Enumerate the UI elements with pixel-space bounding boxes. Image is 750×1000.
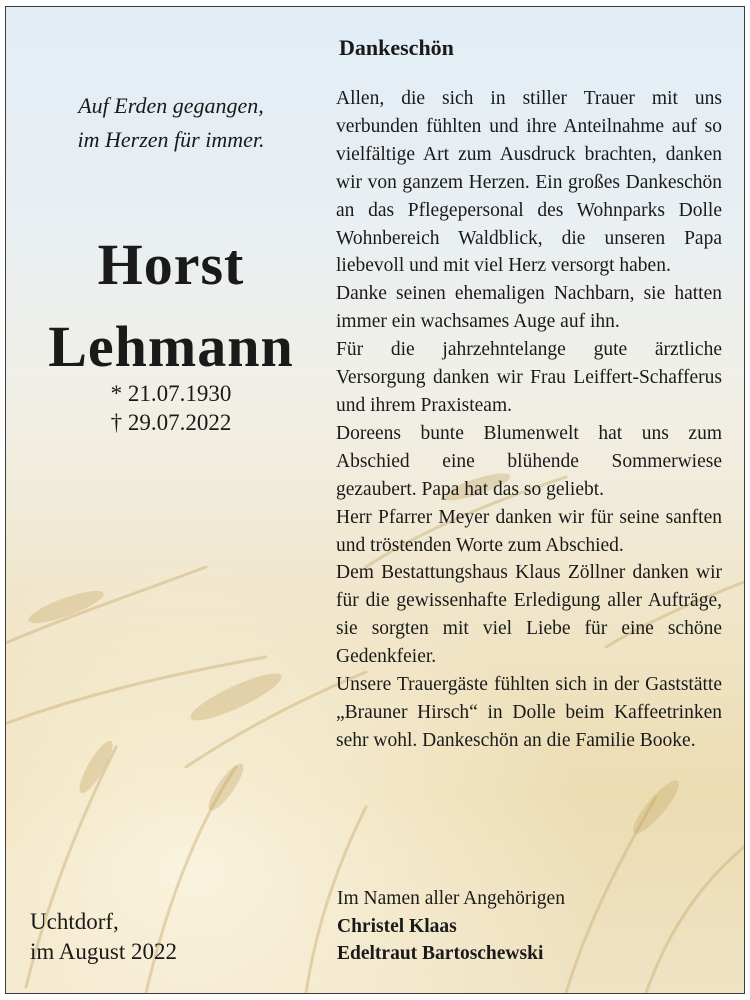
thanks-paragraph: Allen, die sich in stiller Trauer mit uns verbunden fühlten und ihre Anteilnahme auf so vielfältige Art zum Ausdruck brachten, danken wir von ganzem Herzen. Ein großes Dankeschön an das Pflegepersonal des Wohnparks Dolle Wohnbereich Waldblick, die unseren Papa liebevoll und mit viel Herz versorgt haben.: [336, 88, 722, 277]
signature-block: [337, 885, 565, 968]
motto-line: Auf Erden gegangen,: [78, 93, 264, 118]
signature-name: Christel Klaas: [337, 915, 457, 937]
signature-intro: Im Namen aller Angehörigen: [337, 888, 565, 909]
thanks-paragraph: Herr Pfarrer Meyer danken wir für seine sanften und tröstenden Worte zum Abschied.: [336, 506, 722, 556]
thanks-paragraph: Unsere Trauergäste fühlten sich in der Gaststätte „Brauner Hirsch“ in Dolle beim Kaffeetrinken sehr wohl. Dankeschön an die Familie Booke.: [336, 674, 722, 751]
birth-date: * 21.07.1930: [110, 381, 232, 406]
life-dates: [66, 379, 276, 437]
date: im August 2022: [30, 939, 177, 964]
thanks-text: [336, 85, 722, 755]
thanks-paragraph: Für die jahrzehntelange gute ärztliche Versorgung danken wir Frau Leiffert-Schafferus und ihrem Praxisteam.: [336, 339, 722, 416]
thanks-paragraph: Doreens bunte Blumenwelt hat uns zum Abschied eine blühende Sommerwiese gezaubert. Papa hat das so geliebt.: [336, 422, 722, 500]
motto: [26, 89, 316, 157]
last-name: Lehmann: [48, 314, 294, 379]
thanks-heading: Dankeschön: [339, 35, 454, 60]
motto-line: im Herzen für immer.: [77, 127, 265, 152]
place: Uchtdorf,: [30, 909, 119, 934]
thanks-paragraph: Danke seinen ehemaligen Nachbarn, sie hatten immer ein wachsames Auge auf ihn.: [336, 283, 722, 333]
place-and-date: [30, 907, 177, 967]
first-name: Horst: [97, 232, 245, 297]
obituary-card: [5, 6, 745, 994]
signature-name: Edeltraut Bartoschewski: [337, 943, 544, 964]
left-column: [6, 7, 336, 993]
thanks-paragraph: Dem Bestattungshaus Klaus Zöllner danken wir für die gewissenhafte Erledigung aller Aufträge, sie sorgten mit viel Liebe für eine schöne Gedenkfeier.: [336, 562, 722, 668]
death-date: † 29.07.2022: [110, 410, 232, 435]
